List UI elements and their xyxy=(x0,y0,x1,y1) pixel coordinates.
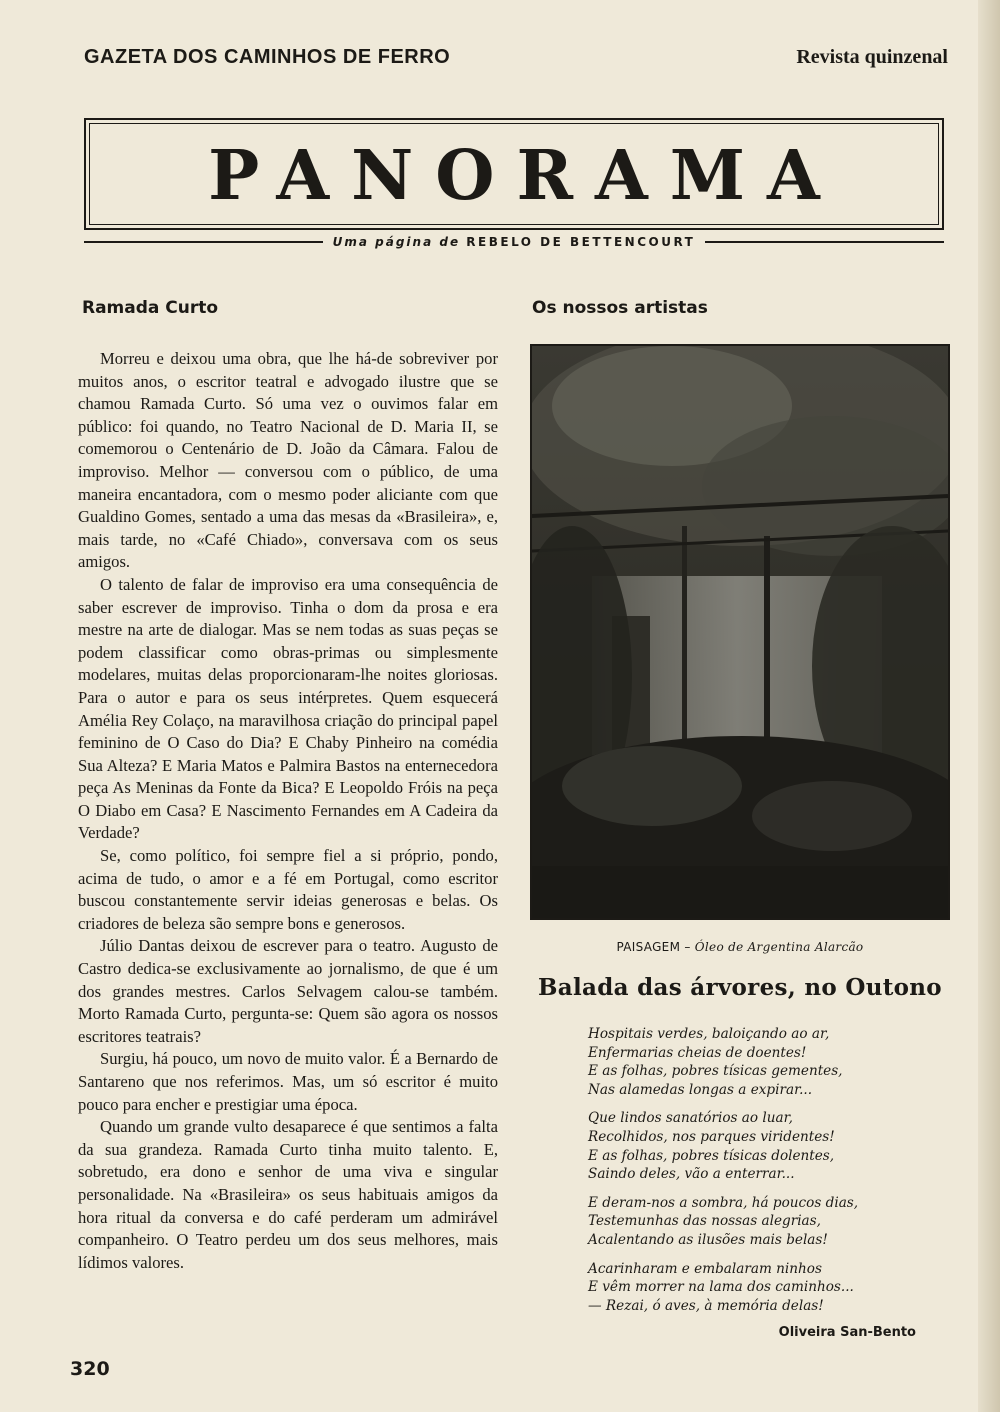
poem-line: Hospitais verdes, baloiçando ao ar, xyxy=(588,1026,830,1042)
poem-stanza xyxy=(588,1194,952,1250)
poem-stanza xyxy=(588,1260,952,1316)
article-paragraph: Quando um grande vulto desaparece é que sentimos a falta da sua grandeza. Ramada Curto tinha muito talento. E, sobretudo, era dono e senhor de uma viva e singular personalidade. Na «Brasileira» os seus habituais amigos da hora ritual da conversa e do café perderam um admirável companheiro. O Teatro perdeu um dos seus melhores, mais lídimos valores. xyxy=(78,1117,498,1272)
poem-line: E vêm morrer na lama dos caminhos... xyxy=(588,1279,854,1296)
poem-line: E as folhas, pobres tísicas gementes, xyxy=(588,1063,843,1080)
poem-line: Testemunhas das nossas alegrias, xyxy=(588,1213,821,1230)
byline-rule-right xyxy=(705,241,944,243)
artists-column xyxy=(528,296,952,1340)
article-paragraph: Morreu e deixou uma obra, que lhe há-de sobreviver por muitos anos, o escritor teatral e advogado ilustre que se chamou Ramada Curto. Só uma vez o ouvimos falar em público: foi quando, no Teatro Nacional de D. Maria II, se comemorou o Centenário de D. João da Câmara. Falou de improviso. Melhor — conversou com o público, de uma maneira encantadora, com o mesmo poder aliciante com que Gualdino Gomes, sentado a uma das mesas da «Brasileira», e, mais tarde, no «Café Chiado», conversava com os seus amigos. xyxy=(78,349,498,572)
landscape-painting xyxy=(532,346,948,918)
article-paragraph: Se, como político, foi sempre fiel a si próprio, pondo, acima de tudo, o amor e a fé em Portugal, como escritor buscou constantemente servir ideias generosas e belas. Os criadores de beleza são sempre bons e generosos. xyxy=(78,846,498,933)
poem-stanza xyxy=(588,1109,952,1183)
poem-line: — Rezai, ó aves, à memória delas! xyxy=(588,1297,824,1314)
byline xyxy=(333,235,696,249)
poem-line: Enfermarias cheias de doentes! xyxy=(588,1044,807,1061)
poem-line: Recolhidos, nos parques viridentes! xyxy=(588,1128,835,1145)
caption-text: Óleo de Argentina Alarcão xyxy=(694,940,864,954)
artists-heading: Os nossos artistas xyxy=(532,298,708,318)
poem-line: Que lindos sanatórios ao luar, xyxy=(588,1110,793,1127)
binding-edge xyxy=(978,0,1000,1412)
byline-author: REBELO DE BETTENCOURT xyxy=(466,235,696,249)
article-paragraph: Júlio Dantas deixou de escrever para o teatro. Augusto de Castro dedica-se exclusivamente ao jornalismo, de que é um dos grandes mestres. Carlos Selvagem calou-se também. Morto Ramada Curto, pergunta-se: Quem são agora os nossos escritores teatrais? xyxy=(78,936,498,1046)
publication-frequency: Revista quinzenal xyxy=(796,46,948,68)
article-paragraph: O talento de falar de improviso era uma consequência de saber escrever de improviso. Tinha o dom da prosa e era mestre na arte de dialogar. Mas se nem todas as suas peças se podem classificar como obras-primas ou simplesmente modelares, muitas delas proporcionaram-lhe noites gloriosas. Para o autor e para os seus intérpretes. Quem esquecerá Amélia Rey Colaço, na maravilhosa criação do principal papel feminino de O Caso do Dia? E Chaby Pinheiro na comédia Sua Alteza? E Maria Matos e Palmira Bastos na enternecedora peça As Meninas da Fonte da Bica? E Leopoldo Fróis na peça O Diabo em Casa? E Nascimento Fernandes em A Cadeira da Verdade? xyxy=(78,574,498,843)
poem-line: Saindo deles, vão a enterrar... xyxy=(588,1166,795,1183)
article-body xyxy=(78,348,498,1274)
poem-body xyxy=(588,1025,952,1315)
article-paragraph: Surgiu, há pouco, um novo de muito valor. É a Bernardo de Santareno que nos referimos. Mas, um só escritor é muito pouco para encher e prestigiar uma época. xyxy=(78,1049,498,1114)
painting-caption xyxy=(528,940,952,954)
publication-name: GAZETA DOS CAMINHOS DE FERRO xyxy=(84,46,451,68)
byline-rule-left xyxy=(84,241,323,243)
article-column xyxy=(78,296,498,1274)
page-number: 320 xyxy=(70,1358,110,1380)
poem-line: Nas alamedas longas a expirar... xyxy=(588,1081,813,1098)
running-header xyxy=(84,46,948,69)
poem-line: E deram-nos a sombra, há poucos dias, xyxy=(588,1194,859,1211)
page-title: PANORAMA xyxy=(208,136,842,216)
title-frame xyxy=(84,118,944,230)
poem-stanza xyxy=(588,1025,952,1099)
painting-image xyxy=(530,344,950,920)
article-heading: Ramada Curto xyxy=(82,298,219,318)
byline-prefix: Uma página de xyxy=(332,235,461,249)
poem-line: Acarinharam e embalaram ninhos xyxy=(588,1260,822,1277)
poem-line: E as folhas, pobres tísicas dolentes, xyxy=(588,1147,835,1164)
poem-line: Acalentando as ilusões mais belas! xyxy=(588,1231,828,1248)
caption-label: PAISAGEM – xyxy=(616,940,691,954)
byline-row xyxy=(84,233,944,251)
poem-author: Oliveira San-Bento xyxy=(778,1325,916,1341)
poem-title: Balada das árvores, no Outono xyxy=(538,974,942,1001)
